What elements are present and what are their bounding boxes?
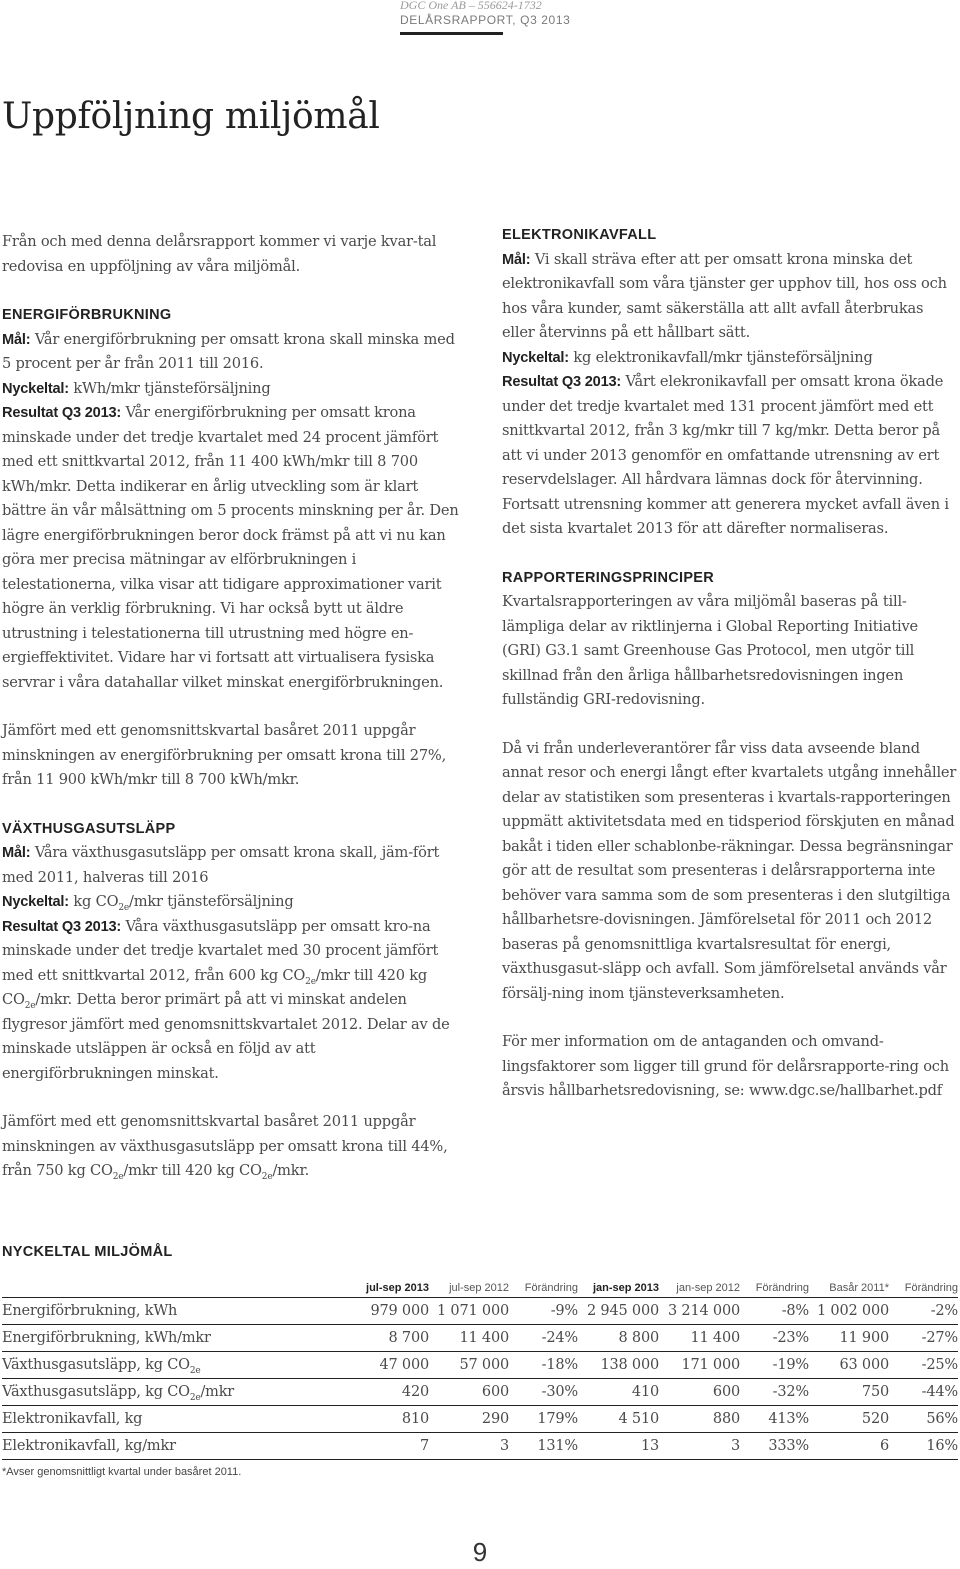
table-row [2, 1379, 958, 1406]
table-row [2, 1325, 958, 1352]
column-header: jan-sep 2012 [676, 1282, 740, 1294]
table-cell: 7 [274, 1433, 429, 1460]
row-label [2, 1352, 274, 1379]
table-cell: 413% [740, 1406, 809, 1433]
column-header: Förändring [524, 1282, 578, 1294]
ewaste-heading: ELEKTRONIKAVFALL [502, 227, 657, 243]
co2e-subscript: 2e [305, 976, 316, 987]
page-number: 9 [472, 1537, 488, 1567]
energy-result [2, 401, 464, 695]
table-cell: 47 000 [274, 1352, 429, 1379]
right-column [502, 223, 958, 1104]
table-cell: 600 [659, 1379, 740, 1406]
co2e-subscript: 2e [118, 903, 130, 913]
principles-paragraph-1: Kvartalsrapporteringen av våra miljömål baseras på till-lämpliga delar av riktlinjerna i Global Reporting Initiative (GRI) G3.1 samt Greenhouse Gas Protocol, men utgör till skillnad från den årliga hållbarhetsredovisningen ingen fullständig GRI-redovisning. [502, 593, 918, 708]
row-label-text: Växthusgasutsläpp, kg CO [2, 1384, 190, 1400]
kpi-text: kg elektronikavfall/mkr tjänsteförsäljning [573, 348, 873, 366]
column-header: Basår 2011* [829, 1282, 889, 1294]
table-cell: 11 400 [659, 1325, 740, 1352]
ghg-comparison [2, 1110, 464, 1184]
energy-goal [2, 328, 464, 377]
comparison-text-3: /mkr. [272, 1162, 310, 1179]
result-text-3: /mkr. Detta beror primärt på att vi minskat andelen flygresor jämfört med genomsnittskvartalet 2012. Delar av de minskade utsläppen är också en följd av att energiförbrukningen minskat. [2, 991, 450, 1082]
table-cell: 333% [740, 1433, 809, 1460]
company-line: DGC One AB – 556624-1732 [400, 0, 542, 12]
table-cell: -23% [740, 1325, 809, 1352]
ghg-result [2, 915, 464, 1087]
result-text: Vårt elekronikavfall per omsatt krona ökade under det tredje kvartalet med 131 procent jämfört med ett snittkvartal 2012, från 3 kg/mkr till 7 kg/mkr. Detta beror på att vi under 2013 genomför en omfattande utrensning av ert reservdelslager. All hårdvara lämnas dock för återvinning. Fortsatt utrensning kommer att generera mycket avfall även i det sista kvartalet 2013 för att därefter normaliseras. [502, 373, 949, 537]
table-cell: 57 000 [429, 1352, 509, 1379]
ewaste-goal [502, 248, 958, 346]
table-cell: -32% [740, 1379, 809, 1406]
row-label [2, 1433, 274, 1460]
left-column [2, 230, 464, 1184]
table-cell: 810 [274, 1406, 429, 1433]
result-text: Våra växthusgasutsläpp per omsatt kro-na minskade under det tredje kvartalet med 30 procent jämfört med ett snittkvartal 2012, från 600 kg CO [2, 917, 439, 984]
co2e-subscript: 2e [261, 1172, 273, 1182]
table-cell: -18% [509, 1352, 578, 1379]
table-cell: 1 071 000 [429, 1298, 509, 1325]
page-header [400, 0, 600, 35]
table-footnote: *Avser genomsnittligt kvartal under basåret 2011. [2, 1466, 242, 1478]
table-cell: 16% [889, 1433, 958, 1460]
table-cell: 63 000 [809, 1352, 889, 1379]
table-row [2, 1298, 958, 1325]
table-cell: 56% [889, 1406, 958, 1433]
table-cell: -8% [740, 1298, 809, 1325]
ewaste-result [502, 370, 958, 542]
table-cell: 138 000 [578, 1352, 659, 1379]
table-cell: 410 [578, 1379, 659, 1406]
table-cell: 4 510 [578, 1406, 659, 1433]
table-row [2, 1433, 958, 1460]
goal-label: Mål: [502, 251, 531, 268]
table-cell: -25% [889, 1352, 958, 1379]
column-header: jul-sep 2012 [449, 1282, 509, 1294]
result-text-2: /mkr till 420 kg CO [2, 966, 428, 1008]
table-cell: 11 400 [429, 1325, 509, 1352]
kpi-text: kWh/mkr tjänsteförsäljning [73, 379, 271, 397]
comparison-text: Jämfört med ett genomsnittskvartal basåret 2011 uppgår minskningen av växthusgasutsläpp per omsatt krona till 44%, från 750 kg CO [2, 1113, 448, 1179]
principles-paragraph-3: För mer information om de antaganden och omvand-lingsfaktorer som ligger till grund för delårsrapporte-ring och årsvis hållbarhetsredovisning, se: www.dgc.se/hallbarhet.pdf [502, 1033, 949, 1099]
table-cell: 520 [809, 1406, 889, 1433]
table-cell: 290 [429, 1406, 509, 1433]
co2e-subscript: 2e [112, 1172, 124, 1182]
table-cell: 880 [659, 1406, 740, 1433]
table-cell: 3 [429, 1433, 509, 1460]
table-cell: 600 [429, 1379, 509, 1406]
table-cell: -9% [509, 1298, 578, 1325]
column-header: Förändring [904, 1282, 958, 1294]
kpi-text-end: /mkr tjänsteförsäljning [129, 893, 294, 910]
kpi-text: kg CO [73, 893, 119, 910]
row-label-text: Växthusgasutsläpp, kg CO [2, 1357, 190, 1373]
principles-paragraph-2: Då vi från underleverantörer får viss data avseende bland annat resor och energi långt efter kvartalets utgång innehåller delar av statistiken som presenteras i kvartals-rapporteringen uppmätt aktivitetsdata med en tidsperiod förskjuten en månad bakåt i tiden eller schablonbe-räkningar. Dessa begränsningar gör att de resultat som presenteras i delårsrapporterna inte behöver vara samma som de som presenteras i den slutgiltiga hållbarhetsre-dovisningen. Jämförelsetal för 2011 och 2012 baseras på genomsnittliga kvartalsresultat för energi, växthusgasut-släpp och avfall. Som jämförelsetal används vår försälj-ning inom tjänsteverksamheten. [502, 739, 957, 1002]
energy-heading: ENERGIFÖRBRUKNING [2, 307, 172, 323]
kpi-label: Nyckeltal: [502, 349, 569, 366]
intro-paragraph: Från och med denna delårsrapport kommer vi varje kvar-tal redovisa en uppföljning av våra miljömål. [2, 233, 437, 275]
goal-text: Våra växthusgasutsläpp per omsatt krona skall, jäm-fört med 2011, halveras till 2016 [2, 844, 440, 886]
comparison-text-2: /mkr till 420 kg CO [123, 1162, 262, 1179]
table-cell: 3 214 000 [659, 1298, 740, 1325]
row-label-subscript: 2e [189, 1393, 201, 1403]
ghg-kpi [2, 890, 464, 915]
row-label-text: Energiförbrukning, kWh [2, 1303, 178, 1319]
co2e-subscript: 2e [24, 1001, 36, 1011]
table-cell: 171 000 [659, 1352, 740, 1379]
table-row [2, 1406, 958, 1433]
row-label-text: Energiförbrukning, kWh/mkr [2, 1330, 211, 1346]
table-cell: 420 [274, 1379, 429, 1406]
row-label-suffix: /mkr [200, 1384, 235, 1400]
table-cell: -24% [509, 1325, 578, 1352]
row-label [2, 1379, 274, 1406]
table-cell: -27% [889, 1325, 958, 1352]
table-cell: 131% [509, 1433, 578, 1460]
kpi-table-heading: NYCKELTAL MILJÖMÅL [2, 1244, 173, 1260]
ghg-goal [2, 841, 464, 890]
table-cell: 1 002 000 [809, 1298, 889, 1325]
table-cell: -44% [889, 1379, 958, 1406]
row-label [2, 1406, 274, 1433]
row-label-subscript: 2e [189, 1366, 201, 1376]
result-label: Resultat Q3 2013: [502, 374, 622, 390]
kpi-label: Nyckeltal: [2, 894, 69, 910]
table-header-row [2, 1279, 958, 1298]
ghg-heading: VÄXTHUSGASUTSLÄPP [2, 820, 176, 837]
table-cell: 6 [809, 1433, 889, 1460]
column-header: jan-sep 2013 [592, 1282, 659, 1294]
row-label-text: Elektronikavfall, kg/mkr [2, 1438, 176, 1454]
table-cell: 2 945 000 [578, 1298, 659, 1325]
energy-comparison: Jämfört med ett genomsnittskvartal basåret 2011 uppgår minskningen av energiförbrukning per omsatt krona till 27%, från 11 900 kWh/mkr till 8 700 kWh/mkr. [2, 722, 447, 788]
table-cell: 8 700 [274, 1325, 429, 1352]
table-cell: 3 [659, 1433, 740, 1460]
report-line: DELÅRSRAPPORT, Q3 2013 [400, 13, 571, 27]
table-cell: 13 [578, 1433, 659, 1460]
goal-text: Vi skall sträva efter att per omsatt krona minska det elektronikavfall som våra tjänster ger upphov till, hos oss och hos våra kunder, samt säkerställa att allt avfall återbrukas eller återvinns på ett hållbart sätt. [502, 250, 947, 341]
header-rule [400, 32, 503, 35]
ewaste-kpi [502, 346, 958, 371]
table-cell: 979 000 [274, 1298, 429, 1325]
goal-label: Mål: [2, 845, 31, 861]
table-cell: 179% [509, 1406, 578, 1433]
table-cell: 750 [809, 1379, 889, 1406]
page-title: Uppföljning miljömål [2, 96, 380, 137]
result-label: Resultat Q3 2013: [2, 918, 122, 935]
table-cell: -2% [889, 1298, 958, 1325]
table-cell: -30% [509, 1379, 578, 1406]
energy-kpi [2, 377, 464, 402]
table-cell: -19% [740, 1352, 809, 1379]
table-cell: 8 800 [578, 1325, 659, 1352]
table-row [2, 1352, 958, 1379]
result-text: Vår energiförbrukning per omsatt krona minskade under det tredje kvartalet med 24 procent jämfört med ett snittkvartal 2012, från 11 400 kWh/mkr till 8 700 kWh/mkr. Detta indikerar en årlig utveckling som är klart bättre än vår målsättning om 5 procents minskning per år. Den lägre energiförbrukningen beror dock främst på att vi nu kan göra mer precisa mätningar av elförbrukningen i telestationerna, vilka visar att tidigare approximationer varit högre än verklig förbrukning. Vi har också bytt ut äldre utrustning i telestationerna till utrustning med högre en-ergieffektivitet. Vidare har vi fortsatt att virtualisera fysiska servrar i våra datahallar vilket minskat energiförbrukningen. [2, 404, 459, 691]
principles-heading: RAPPORTERINGSPRINCIPER [502, 569, 715, 586]
goal-text: Vår energiförbrukning per omsatt krona skall minska med 5 procent per år från 2011 till 2016. [2, 330, 455, 372]
kpi-label: Nyckeltal: [2, 380, 69, 397]
table-cell: 11 900 [809, 1325, 889, 1352]
result-label: Resultat Q3 2013: [2, 405, 122, 421]
column-header: jul-sep 2013 [366, 1282, 429, 1294]
row-label [2, 1325, 274, 1352]
label-header [2, 1279, 274, 1298]
kpi-table [2, 1279, 958, 1460]
row-label-text: Elektronikavfall, kg [2, 1411, 143, 1427]
column-header: Förändring [755, 1282, 809, 1294]
goal-label: Mål: [2, 331, 31, 348]
row-label [2, 1298, 274, 1325]
